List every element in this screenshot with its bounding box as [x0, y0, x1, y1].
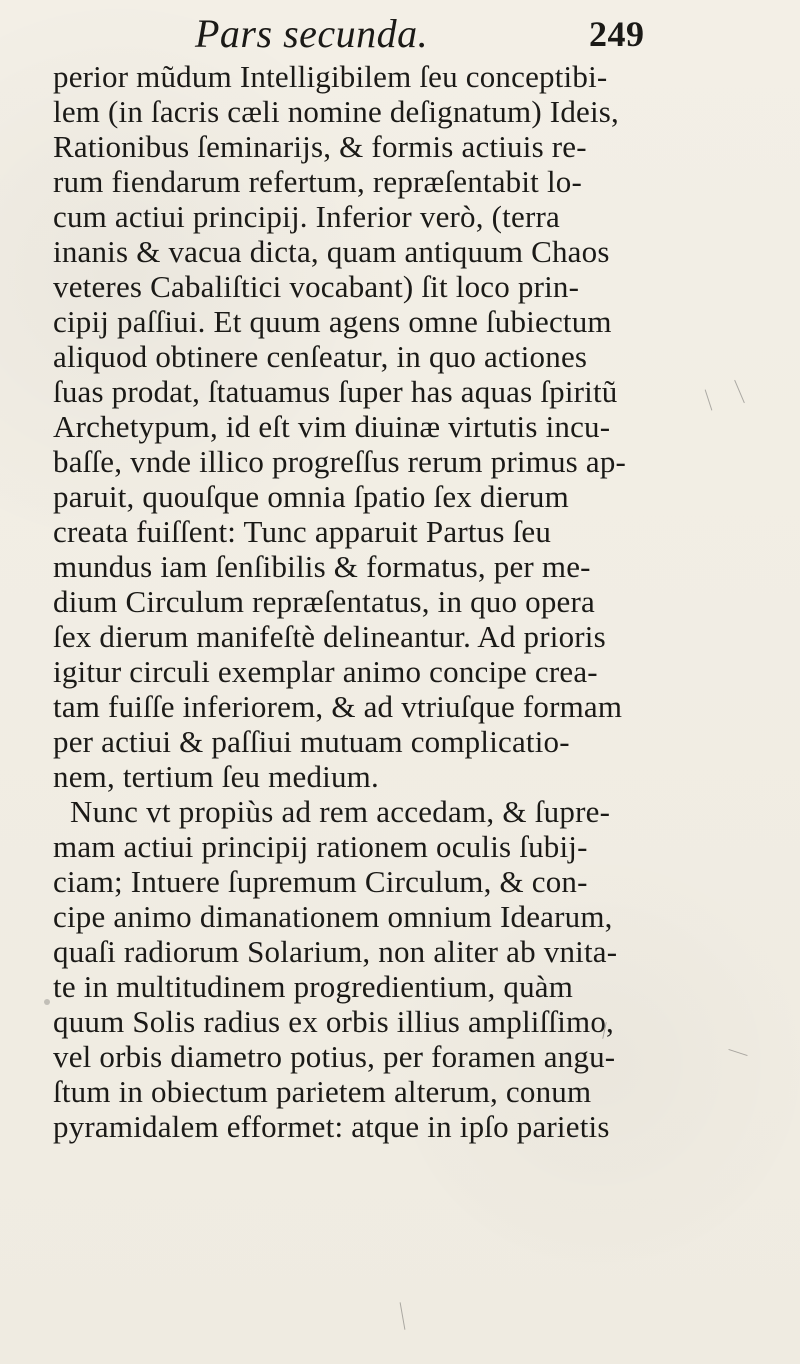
text-line-27: te in multitudinem progredientium, quàm — [53, 969, 574, 1004]
text-line-28: quum Solis radius ex orbis illius ampliſſimo, — [53, 1004, 614, 1039]
text-line-29: vel orbis diametro potius, per foramen angu- — [53, 1039, 616, 1074]
ink-spot — [44, 999, 50, 1005]
text-line-9: aliquod obtinere cenſeatur, in quo actiones — [53, 339, 588, 374]
text-line-1: perior mũdum Intelligibilem ſeu conceptibi- — [53, 59, 608, 94]
text-line-26: quaſi radiorum Solarium, non aliter ab vnita- — [53, 934, 618, 969]
text-line-31: pyramidalem efformet: atque in ipſo parietis — [53, 1109, 610, 1144]
text-line-14: creata fuiſſent: Tunc apparuit Partus ſeu — [53, 514, 552, 549]
text-line-21: nem, tertium ſeu medium. — [53, 759, 379, 794]
text-line-10: ſuas prodat, ſtatuamus ſuper has aquas ſpiritũ — [53, 374, 618, 409]
text-line-24: ciam; Intuere ſupremum Circulum, & con- — [53, 864, 588, 899]
page-number: 249 — [589, 14, 645, 54]
text-line-13: paruit, quouſque omnia ſpatio ſex dierum — [53, 479, 569, 514]
text-line-5: cum actiui principij. Inferior verò, (terra — [53, 199, 560, 234]
text-line-19: tam fuiſſe inferiorem, & ad vtriuſque formam — [53, 689, 623, 724]
text-line-2: lem (in ſacris cæli nomine deſignatum) Ideis, — [53, 94, 620, 129]
text-line-16: dium Circulum repræſentatus, in quo opera — [53, 584, 595, 619]
text-line-8: cipij paſſiui. Et quum agens omne ſubiectum — [53, 304, 612, 339]
text-line-18: igitur circuli exemplar animo concipe crea- — [53, 654, 598, 689]
text-line-4: rum fiendarum refertum, repræſentabit lo- — [53, 164, 582, 199]
text-line-25: cipe animo dimanationem omnium Idearum, — [53, 899, 613, 934]
text-line-6: inanis & vacua dicta, quam antiquum Chaos — [53, 234, 610, 269]
text-line-22: Nunc vt propiùs ad rem accedam, & ſupre- — [70, 794, 611, 829]
text-line-23: mam actiui principij rationem oculis ſubij- — [53, 829, 588, 864]
text-line-15: mundus iam ſenſibilis & formatus, per me- — [53, 549, 591, 584]
text-line-7: veteres Cabaliſtici vocabant) ſit loco prin- — [53, 269, 580, 304]
text-line-11: Archetypum, id eſt vim diuinæ virtutis incu- — [53, 409, 611, 444]
running-head: Pars secunda. — [195, 11, 429, 56]
text-line-30: ſtum in obiectum parietem alterum, conum — [53, 1074, 592, 1109]
text-line-12: baſſe, vnde illico progreſſus rerum primus ap- — [53, 444, 627, 479]
text-line-17: ſex dierum manifeſtè delineantur. Ad prioris — [53, 619, 606, 654]
text-line-3: Rationibus ſeminarijs, & formis actiuis re- — [53, 129, 587, 164]
text-line-20: per actiui & paſſiui mutuam complicatio- — [53, 724, 570, 759]
